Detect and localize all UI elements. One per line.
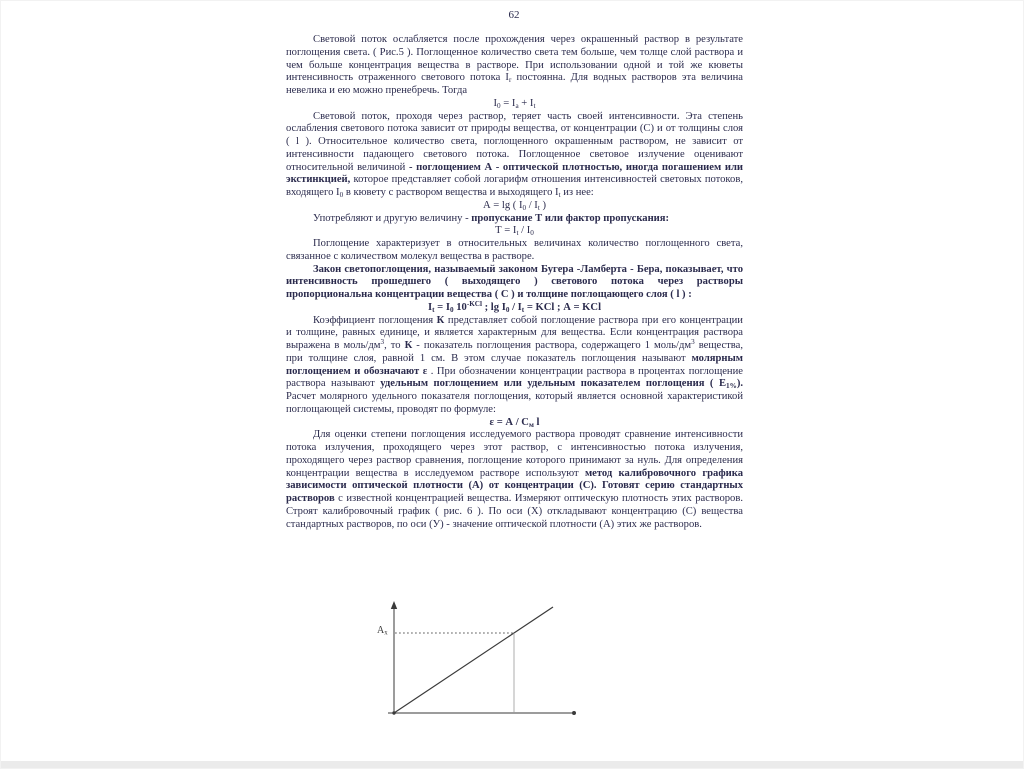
text-run: ) [539, 199, 547, 211]
calibration-graph [375, 598, 587, 752]
text-run: А = lg ( I [482, 199, 523, 211]
formula-line [286, 200, 743, 213]
bold-text-run: = KCl ; А = KCl [524, 301, 602, 313]
page-number: 62 [508, 9, 520, 21]
calibration-line [394, 607, 553, 713]
subscript-run: r [508, 76, 512, 85]
text-run: Употребляют и другую величину - [313, 212, 472, 224]
bold-text-run: ε [489, 416, 495, 428]
formula-line [286, 98, 743, 111]
y-axis-arrow-icon [391, 601, 397, 609]
text-run: вещества, при толщине слоя, равной 1 см. В этом случае показатель поглощения называют [286, 340, 744, 364]
text-run: = I [500, 97, 516, 109]
bold-text-run: метод калибровочного графика зависимости оптической плотности (А) от концентрации (С). Готовят серию стандартных растворов [286, 467, 743, 504]
bold-text-run: К [436, 314, 445, 326]
bold-text-run: I [427, 301, 433, 313]
subscript-run: 1% [726, 382, 737, 391]
graph-point-label-main: А [377, 625, 385, 636]
bold-text-run: 10 [453, 301, 467, 313]
text-run: Для оценки степени поглощения исследуемого раствора проводят сравнение интенсивности потока излучения, проходящего через этот раствор, с интенсивностью потока излучения, проходящего через раствор сравнения, поглощение которого принимают за нуль. Для определения концентрации вещества в исследуемом растворе используют [286, 429, 743, 479]
bold-text-run: К [404, 340, 413, 351]
bold-text-run: ; lg I [481, 301, 506, 313]
formula-line [286, 417, 743, 430]
subscript-run: t [432, 305, 435, 314]
graph-point-label [377, 625, 388, 636]
subscript-run: t [516, 229, 519, 238]
subscript-run: 0 [505, 305, 510, 314]
text-run: - показатель поглощения раствора, содержащего 1 моль/дм [412, 340, 692, 351]
subscript-run: t [521, 305, 525, 314]
bold-text-run: = I [434, 301, 450, 313]
text-run: которое представляет собой логарифм отношения интенсивностей световых потоков, входящего I [286, 174, 743, 198]
text-run: Коэффициент поглощения [313, 314, 437, 326]
text-run: из нее: [560, 187, 594, 198]
superscript-run: 3 [691, 338, 695, 347]
text-run: . При обозначении концентрации раствора в процентах поглощение раствора называют [286, 365, 743, 390]
paragraph [286, 264, 743, 302]
text-run: I [493, 97, 498, 109]
calibration-graph-plot [375, 598, 587, 752]
bold-text-run: молярным поглощением и обозначают ε [286, 352, 743, 377]
text-run: представляет собой поглощение раствора при его концентрации и толщине, равных единице, и является характерным для вещества. Если концентрация раствора выражена в моль/дм [286, 314, 743, 351]
superscript-run: -KCl [466, 299, 482, 308]
text-run: постоянна. Для водных растворов эта величина невелика и ею можно пренебречь. Тогда [286, 72, 743, 96]
subscript-run: 0 [339, 190, 344, 199]
formula-line [286, 225, 743, 238]
paragraph [286, 111, 743, 200]
bold-text-run: ). [736, 378, 743, 390]
bold-text-run: Закон светопоглощения, называемый законом Бугера -Ламберта - Бера, показывает, что интенсивность прошедшего ( выходящего ) светового потока через растворы пропорциональна концентрации вещества ( С ) и толщине поглощающего слоя ( l ) : [286, 263, 743, 300]
subscript-run: м [528, 420, 534, 429]
subscript-run: 0 [497, 101, 501, 110]
x-axis-end-dot [572, 711, 576, 715]
subscript-run: t [537, 203, 540, 212]
bold-text-run: l [533, 416, 540, 428]
paragraph [286, 315, 743, 417]
paragraph [286, 429, 743, 531]
paragraph [286, 238, 743, 264]
formula-line [286, 299, 743, 315]
paragraph [286, 213, 743, 226]
bold-text-run: - поглощением А - оптической плотностью, иногда погашением или экстинкцией, [286, 161, 743, 186]
subscript-run: t [533, 101, 536, 110]
bold-text-run: пропускание Т или фактор пропускания: [471, 212, 670, 224]
text-run: , то [384, 340, 405, 351]
text-run: / I [518, 225, 531, 237]
text-run: Световой поток ослабляется после прохождения через окрашенный раствор в результате поглощения света. ( Рис.5 ). Поглощенное количество света тем больше, чем толще слой раствора и чем больше концентрация вещества в растворе. При использовании одной и той же кюветы интенсивность отраженного светового потока I [286, 34, 743, 84]
text-run: / I [526, 199, 538, 211]
text-run: + I [518, 97, 534, 109]
slide-bottom-edge [1, 761, 1023, 768]
text-run: в кювету с раствором вещества и выходящего I [343, 187, 559, 198]
paragraph [286, 34, 743, 98]
subscript-run: 0 [449, 305, 454, 314]
text-run: Расчет молярного удельного показателя поглощения, который является основной характеристикой поглощающей системы, проводят по формуле: [286, 391, 743, 415]
document-body [286, 34, 743, 531]
subscript-run: a [515, 101, 519, 110]
bold-text-run: удельным поглощением или удельным показателем поглощения ( Е [380, 378, 727, 390]
subscript-run: t [558, 190, 561, 199]
superscript-run: 3 [380, 338, 385, 347]
bold-text-run: = А / С [494, 416, 529, 428]
text-run: Т = I [495, 225, 517, 237]
text-run: с известной концентрацией вещества. Измеряют оптическую плотность этих растворов. Строят калибровочный график ( рис. 6 ). По оси (Х) откладывают концентрацию (С) вещества стандартных растворов, по оси (У) - значение оптической плотности (А) этих же растворов. [286, 493, 743, 530]
subscript-run: 0 [530, 229, 534, 238]
bold-text-run: / I [509, 301, 522, 313]
subscript-run: 0 [522, 203, 527, 212]
text-run: Световой поток, проходя через раствор, теряет часть своей интенсивности. Эта степень ослабления светового потока зависит от природы вещества, от концентрации (С) и от толщины слоя ( l ). Относительное количество света, поглощенного окрашенным раствором, не зависит от интенсивности падающего светового потока. Поглощенное световое излучение оценивают относительной величиной [286, 110, 743, 173]
graph-point-label-sub: х [384, 629, 388, 637]
text-run: Поглощение характеризует в относительных величинах количество поглощенного света, связанное с количеством молекул вещества в растворе. [286, 238, 743, 262]
